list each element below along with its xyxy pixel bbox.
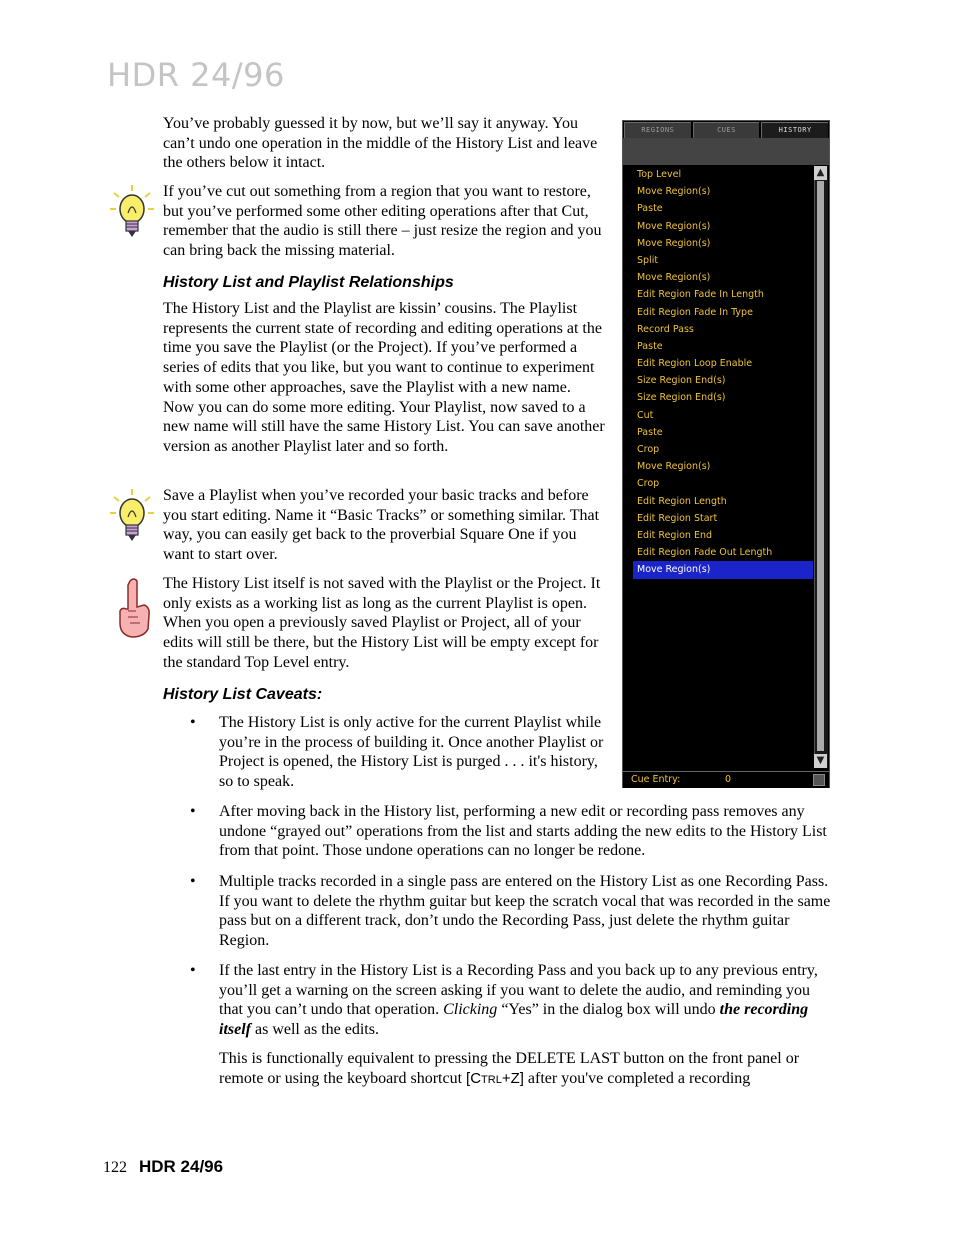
tab-cues[interactable]: CUES: [693, 122, 760, 138]
history-list-item[interactable]: Paste: [637, 426, 663, 438]
scrollbar-thumb[interactable]: [817, 181, 824, 751]
history-list-item[interactable]: Move Region(s): [637, 461, 711, 473]
history-list-item[interactable]: Top Level: [637, 169, 682, 180]
history-list-item[interactable]: Move Region(s): [637, 237, 711, 249]
delete-last-paragraph: This is functionally equivalent to pressing the DELETE LAST button on the front panel or remote or using the keyboard shortcut [CTRL+Z] after you've completed a recording: [219, 1050, 800, 1087]
caveat-bullet-1: [190, 713, 610, 793]
history-list-item[interactable]: Paste: [637, 203, 663, 215]
cue-entry-label: Cue Entry:: [631, 774, 681, 785]
history-list-item[interactable]: Move Region(s): [637, 220, 711, 232]
history-list-item[interactable]: Paste: [637, 340, 663, 352]
history-list-item[interactable]: Split: [637, 254, 659, 266]
history-list-item[interactable]: Edit Region Loop Enable: [637, 358, 753, 370]
bullet-dot: •: [190, 714, 196, 731]
footer-title: HDR 24/96: [139, 1157, 224, 1176]
page-footer: [103, 1157, 223, 1177]
tip-paragraph-resize: If you’ve cut out something from a region that you want to restore, but you’ve performed some other editing operations after that Cut, remember that the audio is still there – just resize the region and you can bring back the missing material.: [163, 183, 602, 260]
scroll-up-arrow-icon[interactable]: ▲: [814, 166, 827, 180]
history-list-item[interactable]: Edit Region Fade Out Length: [637, 547, 773, 559]
history-list-item[interactable]: Record Pass: [637, 323, 694, 335]
bullet-dot: •: [190, 873, 196, 890]
section-heading-relationships: History List and Playlist Relationships: [163, 274, 454, 291]
pointing-finger-note-icon: [114, 577, 154, 639]
history-list-item[interactable]: Crop: [637, 478, 660, 490]
scroll-down-arrow-icon[interactable]: ▼: [814, 754, 827, 768]
history-list-item[interactable]: Edit Region End: [637, 529, 713, 541]
page-header-title: HDR 24/96: [107, 56, 285, 94]
history-list-item[interactable]: Edit Region Fade In Length: [637, 289, 764, 301]
panel-header-bar: [623, 138, 829, 165]
section-heading-caveats: History List Caveats:: [163, 686, 323, 703]
page-number: 122: [103, 1159, 127, 1176]
caveat-text: The History List is only active for the current Playlist while you’re in the process of building it. Once another Playlist or Project is opened, the History List is purged . . . it's history, so to speak.: [219, 714, 604, 791]
tab-regions[interactable]: REGIONS: [624, 122, 691, 138]
intro-paragraph: You’ve probably guessed it by now, but we’ll say it anyway. You can’t undo one operation in the middle of the History List and leave the others below it intact.: [163, 115, 598, 172]
history-list-item[interactable]: Size Region End(s): [637, 392, 726, 404]
lightbulb-tip-icon: [108, 183, 156, 243]
history-list-item[interactable]: Edit Region Fade In Type: [637, 306, 753, 318]
lightbulb-tip-icon: [108, 487, 156, 547]
caveat-text: Multiple tracks recorded in a single pass are entered on the History List as one Recording Pass. If you want to delete the rhythm guitar but keep the scratch vocal that was recorded in the same pass but on a different track, don’t undo the Recording Pass, just delete the rhythm guitar Region.: [219, 873, 831, 950]
history-list-item[interactable]: Move Region(s): [633, 561, 813, 578]
note-paragraph-history-not-saved: The History List itself is not saved with the Playlist or the Project. It only exists as a working list as long as the current Playlist is open. When you open a previously saved Playlist or Project, all of your edits will still be there, but the History List will be empty except for the standard Top Level entry.: [163, 575, 601, 671]
tab-history[interactable]: HISTORY: [761, 122, 828, 138]
history-list-item[interactable]: Edit Region Start: [637, 512, 718, 524]
caveat-text: If the last entry in the History List is a Recording Pass and you back up to any previous entry, you’ll get a warning on the screen asking if you want to delete the audio, and reminding you that you can’t undo that operation. Clicking “Yes” in the dialog box will undo the recording itself as well as the edits.: [219, 962, 818, 1039]
history-list-item[interactable]: Move Region(s): [637, 272, 711, 284]
tip-paragraph-save-playlist: Save a Playlist when you’ve recorded your basic tracks and before you start editing. Name it “Basic Tracks” or something similar. That way, you can easily get back to the proverbial Square One if you want to start over.: [163, 487, 600, 564]
history-list-item[interactable]: Size Region End(s): [637, 375, 726, 387]
history-list-item[interactable]: Move Region(s): [637, 186, 711, 198]
keyboard-shortcut: [CTRL+Z]: [466, 1069, 524, 1087]
cue-entry-value: 0: [725, 774, 732, 785]
bullet-dot: •: [190, 962, 196, 979]
caveat-text: After moving back in the History list, performing a new edit or recording pass removes any undone “grayed out” operations from the list and starts adding the new edits to the History List from that point. Those undone operations can no longer be redone.: [219, 803, 827, 860]
panel-tabs: [623, 121, 829, 138]
bullet-dot: •: [190, 803, 196, 820]
history-list-item[interactable]: Crop: [637, 444, 660, 455]
lock-icon[interactable]: [813, 774, 825, 786]
history-list-item[interactable]: Cut: [637, 409, 654, 421]
cue-entry-row: [623, 771, 829, 788]
history-list-item[interactable]: Edit Region Length: [637, 495, 727, 507]
history-list-panel: [622, 120, 830, 788]
relationships-paragraph: The History List and the Playlist are kissin’ cousins. The Playlist represents the current state of recording and editing operations at the time you save the Playlist (or the Project). If you’ve performed a series of edits that you like, but you want to continue to experiment with some other approaches, save the Playlist with a new name. Now you can do some more editing. Your Playlist, now saved to a new name will still have the same History List. You can save another version as another Playlist later and so forth.: [163, 300, 605, 455]
history-list: [633, 166, 813, 579]
